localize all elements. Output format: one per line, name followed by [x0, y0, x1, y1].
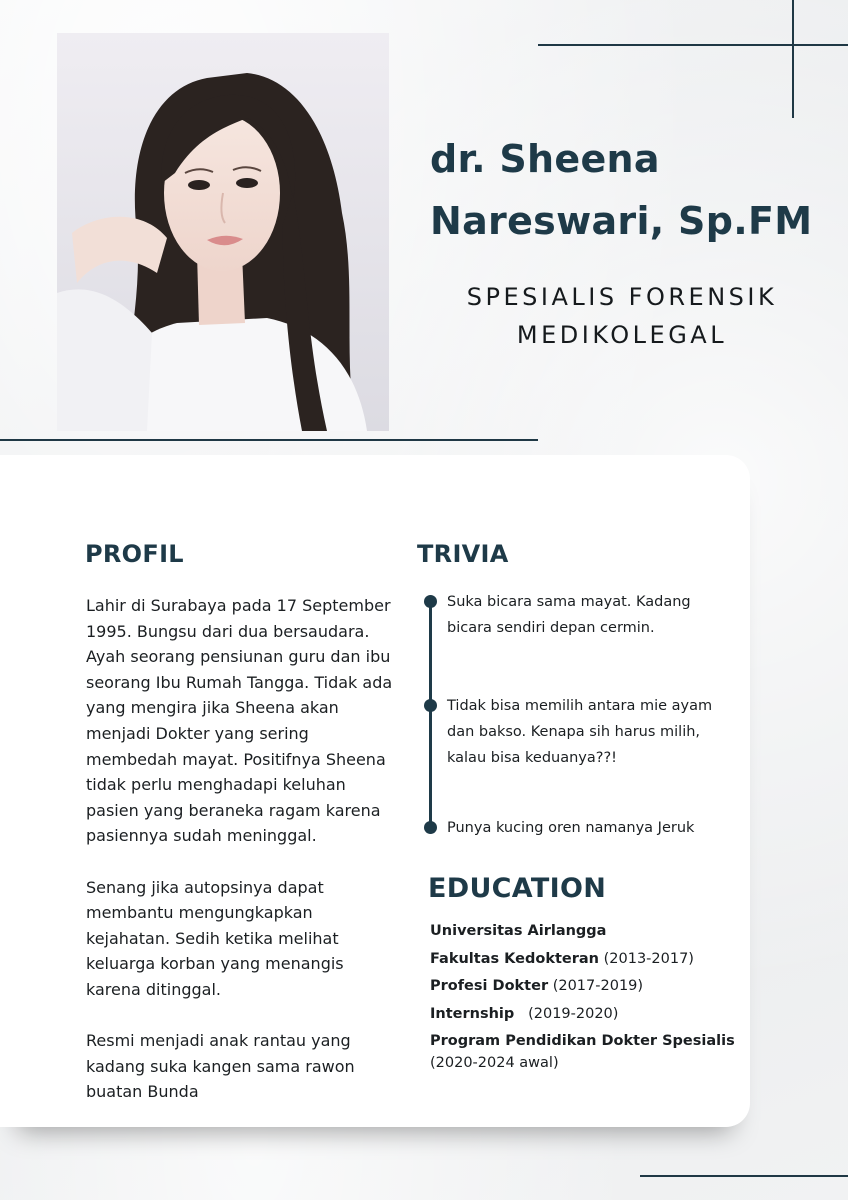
doctor-name-line2: Nareswari, Sp.FM — [430, 199, 813, 243]
trivia-item — [424, 589, 724, 641]
profile-paragraph-2: Senang jika autopsinya dapat membantu mengungkapkan kejahatan. Sedih ketika melihat keluarga korban yang menangis karena ditinggal. — [86, 877, 344, 999]
content-card — [0, 455, 750, 1127]
education-entry — [430, 948, 740, 970]
education-entry — [430, 1003, 740, 1025]
education-entry — [430, 1030, 740, 1074]
specialty-line2: MEDIKOLEGAL — [516, 321, 728, 349]
profile-paragraph-1: Lahir di Surabaya pada 17 September 1995. Bungsu dari dua bersaudara. Ayah seorang pensiunan guru dan ibu seorang Ibu Rumah Tangga. Tidak ada yang mengira jika Sheena akan menjadi Dokter yang sering membedah mayat. Positifnya Sheena tidak perlu menghadapi keluhan pasien yang beraneka ragam karena pasiennya sudah meninggal. — [86, 596, 393, 846]
trivia-heading: TRIVIA — [417, 540, 509, 568]
profile-heading: PROFIL — [85, 540, 184, 568]
doctor-name — [430, 128, 830, 252]
education-entry — [430, 975, 740, 997]
bottom-rule — [640, 1175, 848, 1177]
education-entry-period: (2020-2024 awal) — [430, 1055, 559, 1071]
top-vertical-rule — [792, 0, 794, 118]
timeline-dot-icon — [424, 595, 437, 608]
doctor-name-line1: dr. Sheena — [430, 137, 660, 181]
education-section — [430, 920, 740, 1074]
education-university — [430, 920, 740, 942]
education-entry-label: Internship — [430, 1005, 515, 1022]
specialty-line1: SPESIALIS FORENSIK — [466, 283, 778, 311]
divider-rule — [0, 439, 538, 441]
top-horizontal-rule — [538, 44, 848, 46]
trivia-item — [424, 693, 724, 771]
profile-photo — [57, 33, 389, 431]
education-entry-label: Fakultas Kedokteran — [430, 950, 599, 967]
education-entry-period: (2013-2017) — [599, 950, 694, 967]
education-entry-period: (2017-2019) — [548, 978, 644, 994]
trivia-item-text: Tidak bisa memilih antara mie ayam dan bakso. Kenapa sih harus milih, kalau bisa keduanya??! — [447, 698, 713, 766]
profile-section — [86, 593, 396, 1105]
education-entry-period: (2019-2020) — [514, 1005, 619, 1022]
timeline-dot-icon — [424, 699, 437, 712]
education-entry-label: Profesi Dokter — [430, 978, 549, 994]
trivia-item — [424, 815, 724, 841]
trivia-item-text: Suka bicara sama mayat. Kadang bicara sendiri depan cermin. — [447, 594, 691, 636]
trivia-item-text: Punya kucing oren namanya Jeruk — [447, 820, 695, 836]
university-name: Universitas Airlangga — [430, 923, 607, 939]
education-entry-label: Program Pendidikan Dokter Spesialis — [430, 1033, 735, 1049]
specialty-title — [430, 278, 814, 354]
profile-paragraph-3: Resmi menjadi anak rantau yang kadang suka kangen sama rawon buatan Bunda — [86, 1031, 355, 1102]
education-heading: EDUCATION — [428, 873, 607, 904]
timeline-dot-icon — [424, 821, 437, 834]
